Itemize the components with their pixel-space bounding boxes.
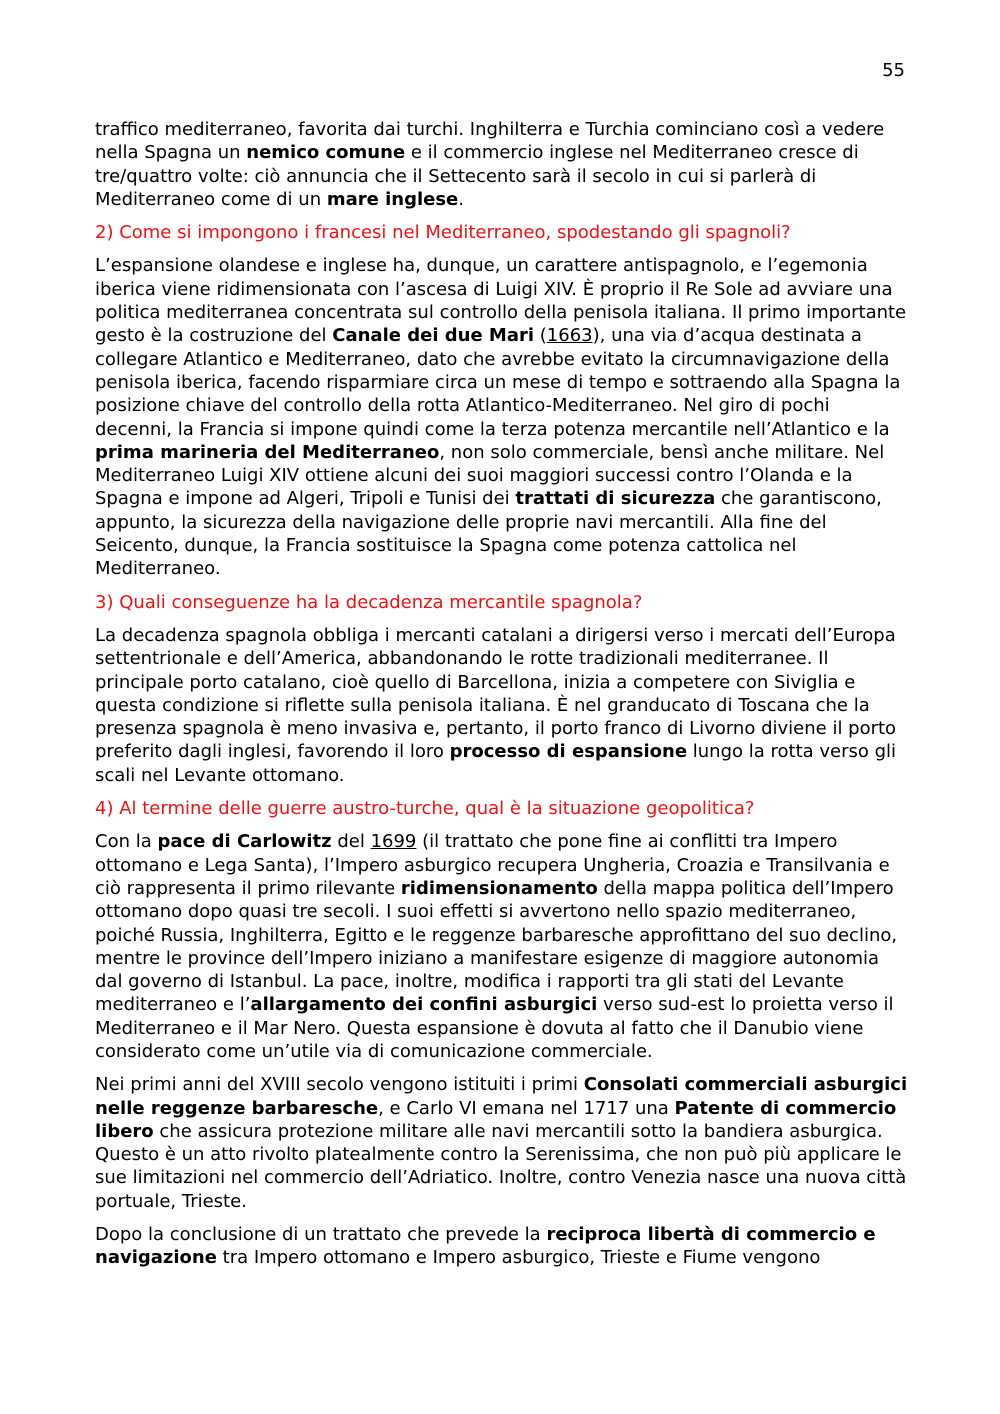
page-content: [95, 118, 910, 1280]
text: Con la: [95, 831, 158, 853]
paragraph-1: [95, 118, 910, 211]
text: che assicura protezione militare alle navi mercantili sotto la bandiera asburgica. Questo è un atto rivolto platealmente contro la Serenissima, che non può più applicare le sue limitazioni nel commercio dell’Adriatico. Inoltre, contro Venezia nasce una nuova città portuale, Trieste.: [95, 1120, 907, 1212]
paragraph-2: [95, 254, 910, 580]
text: verso sud-est lo proietta verso il Mediterraneo e il Mar Nero. Questa espansione è dovuta al fatto che il Danubio viene considerato come un’utile via di comunicazione commerciale.: [95, 994, 894, 1062]
bold-term: pace di Carlowitz: [157, 831, 332, 853]
bold-term: nemico comune: [246, 142, 406, 164]
text: Nei primi anni del XVIII secolo vengono istituiti i primi: [95, 1074, 584, 1096]
text: , e Carlo VI emana nel 1717 una: [378, 1097, 675, 1119]
bold-term: Patente di commercio libero: [95, 1097, 897, 1142]
bold-term: ridimensionamento: [400, 877, 598, 899]
question-heading-4: 4) Al termine delle guerre austro-turche, qual è la situazione geopolitica?: [95, 798, 755, 820]
question-heading-2: 2) Come si impongono i francesi nel Mediterraneo, spodestando gli spagnoli?: [95, 222, 791, 244]
text: della mappa politica dell’Impero ottomano dopo quasi tre secoli. I suoi effetti si avvertono nello spazio mediterraneo, poiché Russia, Inghilterra, Egitto e le reggenze barbaresche approfittano del suo declino, mentre le province dell’Impero iniziano a manifestare esigenze di maggiore autonomia dal governo di Istanbul. La pace, inoltre, modifica i rapporti tra gli stati del Levante mediterraneo e l’: [95, 877, 898, 1016]
text: (: [534, 325, 547, 347]
text: L’espansione olandese e inglese ha, dunque, un carattere antispagnolo, e l’egemonia iberica viene ridimensionata con l’ascesa di Luigi XIV. È proprio il Re Sole ad avviare una politica mediterranea concentrata sul controllo della penisola italiana. Il primo importante gesto è la costruzione del: [95, 255, 907, 347]
bold-term: reciproca libertà di commercio e navigazione: [95, 1224, 876, 1269]
text: , non solo commerciale, bensì anche militare. Nel Mediterraneo Luigi XIV ottiene alcuni dei suoi maggiori successi contro l’Olanda e la Spagna e impone ad Algeri, Tripoli e Tunisi dei: [95, 441, 885, 510]
text: traffico mediterraneo, favorita dai turchi. Inghilterra e Turchia cominciano così a vedere nella Spagna un: [95, 119, 885, 164]
underlined-date: 1699: [370, 831, 417, 853]
text: del: [331, 831, 371, 853]
text: che garantiscono, appunto, la sicurezza della navigazione delle proprie navi mercantili. Alla fine del Seicento, dunque, la Francia sostituisce la Spagna come potenza cattolica nel Mediterraneo.: [95, 488, 882, 580]
bold-term: trattati di sicurezza: [515, 488, 716, 510]
text: lungo la rotta verso gli scali nel Levante ottomano.: [95, 741, 897, 786]
paragraph-4: [95, 830, 910, 1063]
bold-term: Consolati commerciali asburgici nelle reggenze barbaresche: [95, 1074, 908, 1119]
text: La decadenza spagnola obbliga i mercanti catalani a dirigersi verso i mercati dell’Europa settentrionale e dell’America, abbandonando le rotte tradizionali mediterranee. Il principale porto catalano, cioè quello di Barcellona, inizia a competere con Siviglia e questa condizione si riflette sulla penisola italiana. È nel granducato di Toscana che la presenza spagnola è meno invasiva e, pertanto, il porto franco di Livorno diviene il porto preferito dagli inglesi, favorendo il loro: [95, 624, 897, 763]
text: ), una via d’acqua destinata a collegare Atlantico e Mediterraneo, dato che avrebbe evitato la circumnavigazione della penisola iberica, facendo risparmiare circa un mese di tempo e sottraendo alla Spagna la posizione chiave del controllo della rotta Atlantico-Mediterraneo. Nel giro di pochi decenni, la Francia si impone quindi come la terza potenza mercantile nell’Atlantico e la: [95, 325, 901, 440]
paragraph-5: [95, 1073, 910, 1213]
text: tra Impero ottomano e Impero asburgico, Trieste e Fiume vengono: [216, 1247, 821, 1269]
question-heading-3: 3) Quali conseguenze ha la decadenza mercantile spagnola?: [95, 591, 643, 613]
bold-term: mare inglese: [326, 188, 459, 210]
text: e il commercio inglese nel Mediterraneo cresce di tre/quattro volte: ciò annuncia che il Settecento sarà il secolo in cui si parlerà di Mediterraneo come di un: [95, 142, 859, 210]
bold-term: allargamento dei confini asburgici: [250, 994, 598, 1016]
underlined-date: 1663: [546, 325, 593, 347]
paragraph-6: [95, 1223, 910, 1270]
bold-term: Canale dei due Mari: [332, 325, 535, 347]
bold-term: processo di espansione: [449, 741, 688, 763]
text: .: [458, 188, 464, 210]
text: Dopo la conclusione di un trattato che prevede la: [95, 1224, 547, 1246]
bold-term: prima marineria del Mediterraneo: [95, 441, 440, 463]
page-number: 55: [882, 60, 905, 81]
paragraph-3: [95, 624, 910, 787]
text: (il trattato che pone fine ai conflitti tra Impero ottomano e Lega Santa), l’Impero asburgico recupera Ungheria, Croazia e Transilvania e ciò rappresenta il primo rilevante: [95, 831, 890, 899]
